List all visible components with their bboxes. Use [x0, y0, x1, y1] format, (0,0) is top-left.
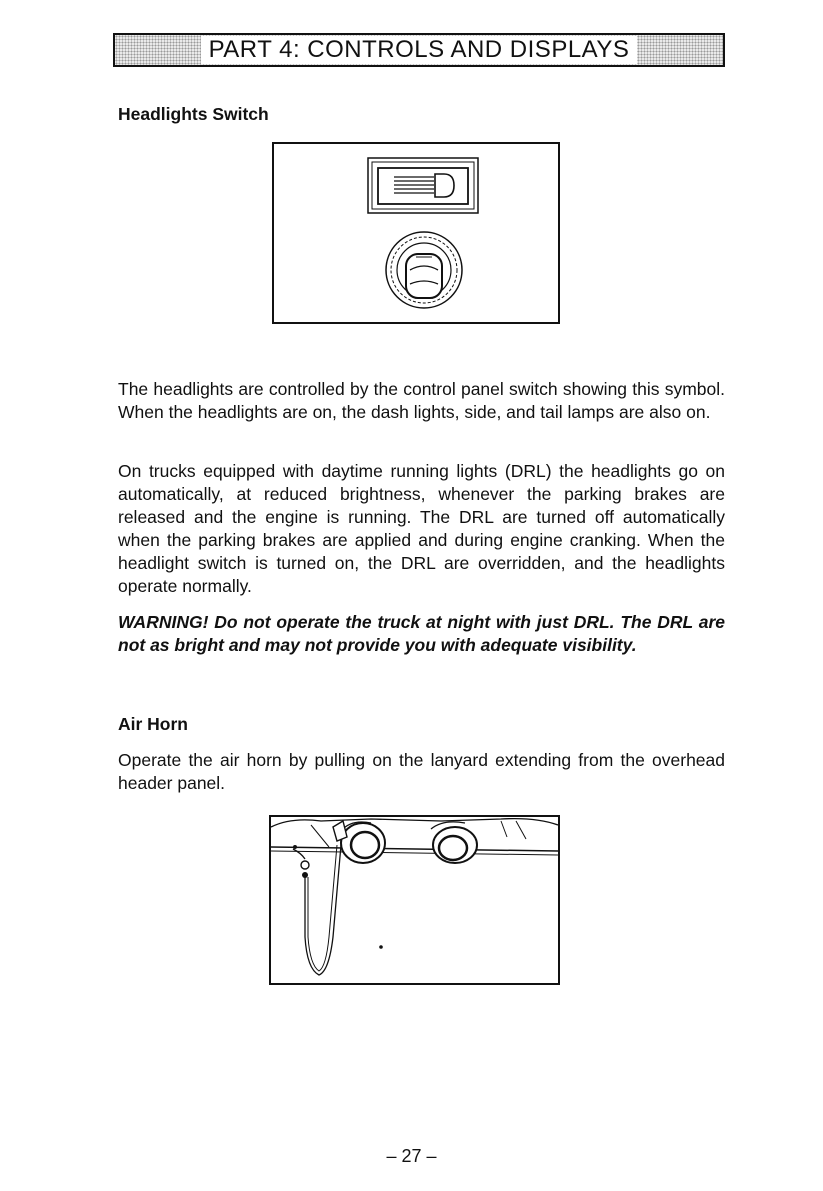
- section-header-title: PART 4: CONTROLS AND DISPLAYS: [201, 36, 638, 64]
- headlights-paragraph-1: The headlights are controlled by the control panel switch showing this symbol. When the headlights are on, the dash lights, side, and tail lamps are also on.: [118, 379, 725, 422]
- headlights-paragraph-2: On trucks equipped with daytime running lights (DRL) the headlights go on automatically, at reduced brightness, whenever the parking brakes are released and the engine is running. The DRL are turned off automatically when the parking brakes are applied and during engine cranking. When the headlight switch is turned on, the DRL are overridden, and the headlights operate normally.: [118, 461, 725, 596]
- headlight-switch-illustration-icon: [274, 144, 558, 322]
- headlights-switch-heading: Headlights Switch: [118, 104, 269, 124]
- air-horn-paragraph: Operate the air horn by pulling on the lanyard extending from the overhead header panel.: [118, 750, 725, 793]
- section-header-bar: [113, 33, 725, 67]
- air-horn-figure: [269, 815, 560, 985]
- page-number: – 27 –: [386, 1146, 437, 1166]
- drl-warning-text: WARNING! Do not operate the truck at night with just DRL. The DRL are not as bright and may not provide you with adequate visibility.: [118, 612, 725, 655]
- headlights-switch-figure: [272, 142, 560, 324]
- air-horn-lanyard-illustration-icon: [271, 817, 558, 983]
- air-horn-heading: Air Horn: [118, 714, 188, 734]
